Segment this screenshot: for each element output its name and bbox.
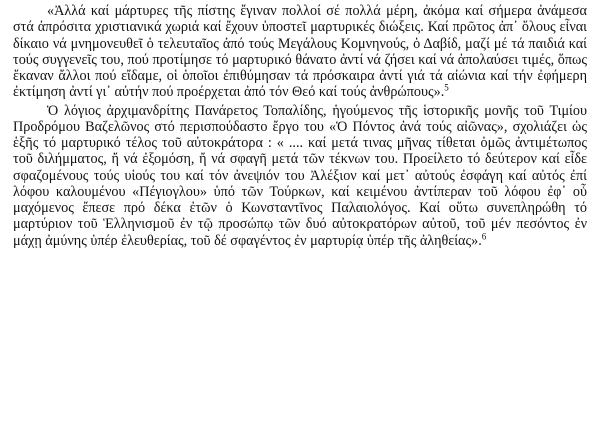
paragraph-text: Ὁ λόγιος ἀρχιμανδρίτης Πανάρετος Τοπαλίδης, ἡγούμενος τῆς ἱστορικῆς μονῆς τοῦ Τιμίου Προδρόμου Βαζελῶνος στό περισπούδαστο ἔργο του «Ὁ Πόντος ἀνά τούς αἰῶνας», σχολιάζει ὡς ἑξῆς τό μαρτυρικό τέλος τοῦ αὐτοκράτορα : « .... καί μετά τινας μῆνας τίθεται ὁμῶς ἀντιμέτωπος τοῦ διλήμματος, ἤ νά ἐξομόση, ἤ νά σφαγῆ μετά τῶν τέκνων του. Προείλετο τό δεύτερον καί εἶδε σφαζομένους τούς υἱούς του καί τόν ἀνεψιόν του Ἀλέξιον καί μετ᾽ αὐτούς ἐσφάγη καί αὐτός ἐπί λόφου καλουμένου «Πέγιογλου» ὑπό τῶν Τούρκων, καί κειμένου ἀντίπεραν τοῦ λόφου ἐφ᾽ οὗ μαχόμενος ἔπεσε πρό δέκα ἐτῶν ὁ Κωνσταντῖνος Παλαιολόγος. Καί οὕτω συνεπληρώθη τό μαρτύριον τοῦ Ἑλληνισμοῦ ἐν τῷ προσώπῳ τῶν δυό αὐτοκρατόρων αὐτοῦ, τοῦ μέν πεσόντος ἐν μάχῃ ἀμύνης ὑπέρ ἐλευθερίας, τοῦ δέ σφαγέντος ἐν μαρτυρίᾳ ὑπέρ τῆς ἀληθείας». (13, 102, 587, 249)
paragraph-david-komnenos (13, 3, 587, 101)
footnote-marker: 6 (481, 230, 487, 241)
paragraph-topalidis-quote (13, 103, 587, 249)
paragraph-text: «Ἀλλά καί μάρτυρες τῆς πίστης ἔγιναν πολλοί σέ πολλά μέρη, ἀκόμα καί σήμερα ἀνάμεσα στά ἀπρόσιτα χριστιανικά χωριά καί ἔχουν ὑποστεῖ μαρτυρικές διώξεις. Καί πρῶτος ἀπ᾽ ὅλους εἶναι δίκαιο νά μνημονευθεῖ ὁ τελευταῖος ἀπό τούς Μεγάλους Κομνηνούς, ὁ Δαβίδ, μαζί μέ τά παιδιά καί τούς συγγενεῖς του, πού προτίμησε τό μαρτυρικό θάνατο ἀντί νά ζήσει καί νά ἀπολαύσει τιμές, ὅπως ἔκαναν ἄλλοι πού εἴδαμε, οἱ ὁποῖοι ἐπιθύμησαν τά πρόσκαιρα ἀντί γιά τά αἰώνια καί τήν ἐφήμερη ἐκτίμηση ἀντί γι᾽ αὐτήν πού προέρχεται ἀπό τόν Θεό καί τούς ἀνθρώπους». (13, 3, 587, 101)
footnote-marker: 5 (444, 82, 449, 93)
